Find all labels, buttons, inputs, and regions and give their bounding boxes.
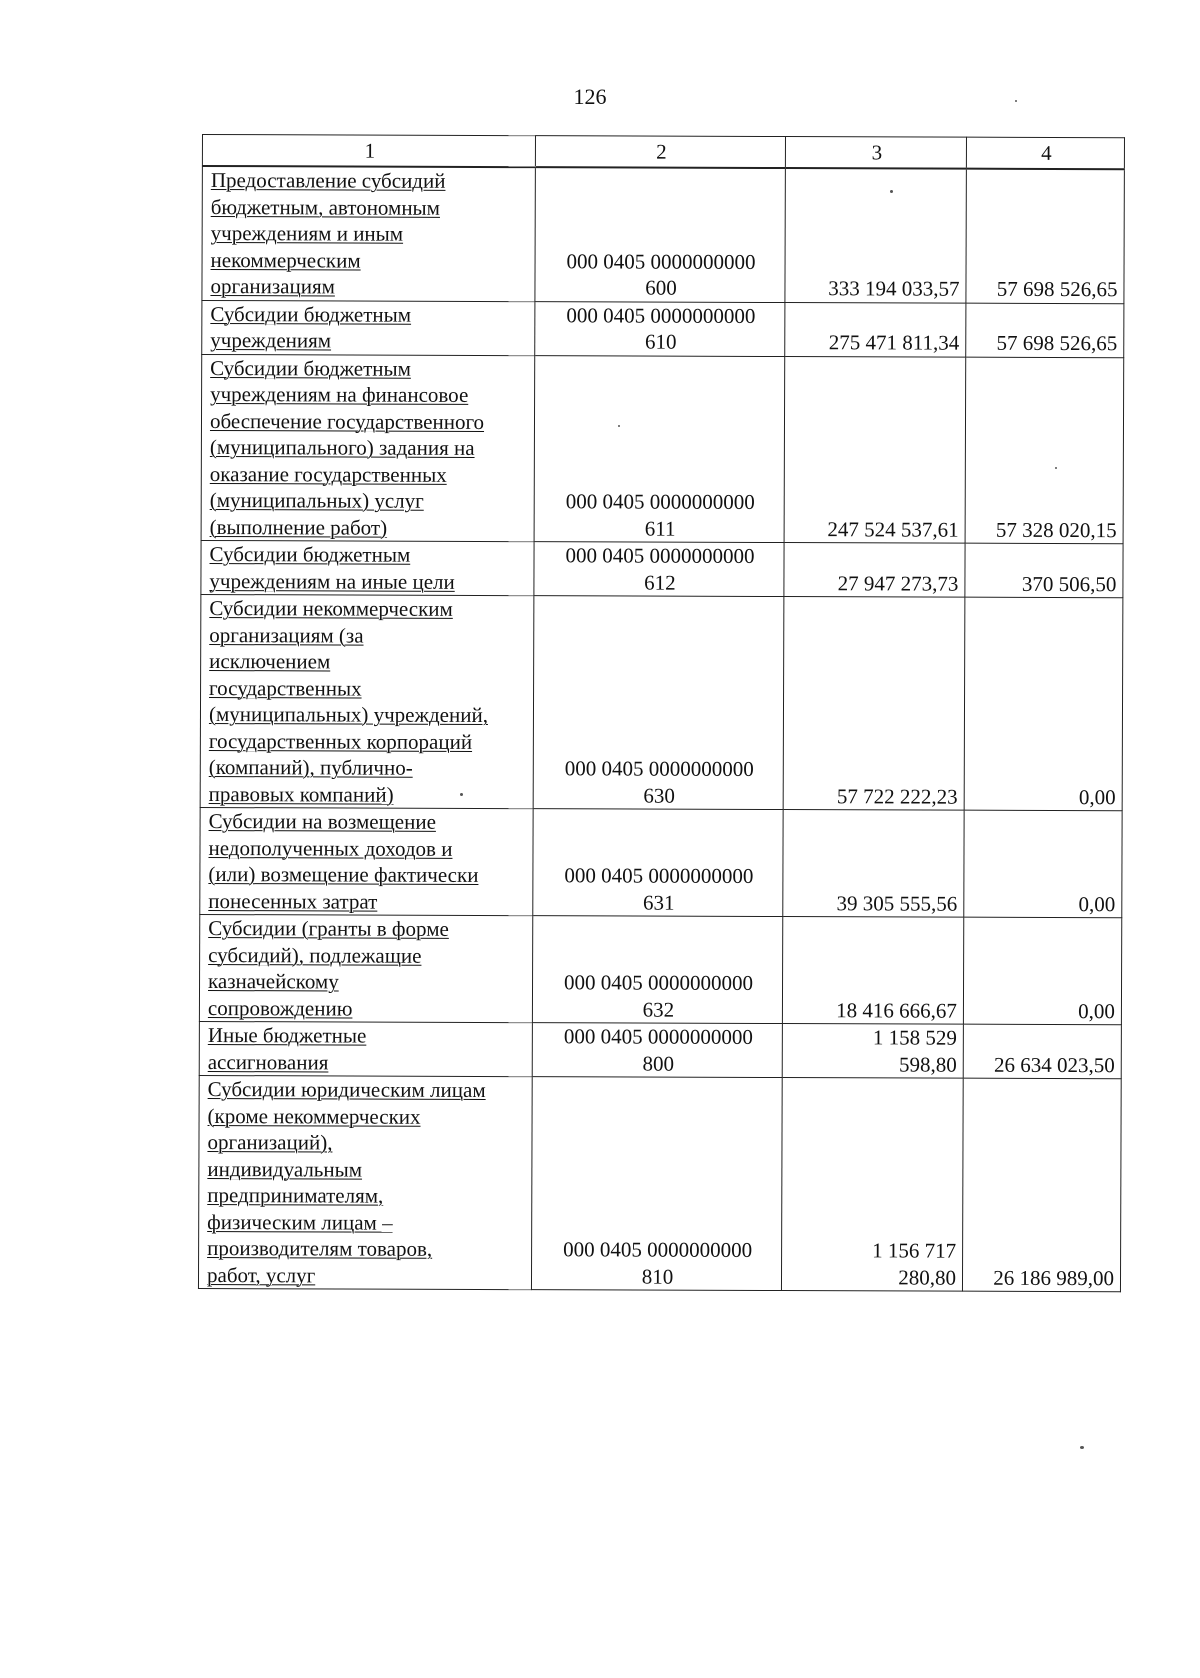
expense-name-cell-line: (компаний), публично- [208,755,413,780]
amount-col3-cell-line: 333 194 033,57 [828,276,960,301]
scan-speck [460,793,463,796]
amount-col3-cell-line: 1 158 529 [872,1025,957,1050]
amount-col4-cell [965,543,1123,598]
table-row [199,1021,1121,1078]
expense-name-cell-line: (муниципального) задания на [209,435,475,460]
budget-code-cell [532,916,782,1024]
amount-col3-cell-line: 280,80 [898,1264,957,1290]
amount-col4-cell-line: 0,00 [1078,998,1115,1023]
expense-name-cell [198,1075,532,1289]
expense-name-cell-line: Субсидии на возмещение [208,809,436,834]
budget-code-cell-line: 810 [641,1264,674,1289]
scan-speck [1080,1446,1084,1449]
budget-code-cell-line: 610 [644,329,677,354]
amount-col3-cell [785,302,966,357]
amount-col4-cell [964,810,1122,918]
budget-code-cell [534,542,784,597]
amount-col3-cell [783,597,965,811]
budget-code-cell-line: 000 0405 0000000000 [564,863,754,888]
amount-col3-cell-line: 247 524 537,61 [827,516,959,542]
table-row [199,914,1121,1024]
budget-code-cell [531,1077,782,1291]
expense-name-cell-line: казначейскому [208,969,339,994]
table-row [200,807,1122,917]
expense-name-cell-line: бюджетным, автономным [210,194,441,220]
column-header-4: 4 [966,137,1124,169]
expense-name-cell-line: Предоставление субсидий [210,168,446,193]
expense-name-cell [201,354,535,542]
expense-name-cell [202,300,535,355]
table-body [198,166,1124,1292]
expense-name-cell-line: индивидуальным [207,1156,363,1182]
expense-name-cell-line: исключением [209,649,331,674]
expense-name-cell-line: учреждениям [210,328,332,353]
amount-col4-cell-line: 0,00 [1078,891,1116,916]
expense-name-cell-line: производителям товаров, [207,1236,433,1261]
budget-code-cell-line: 000 0405 0000000000 [563,970,754,995]
expense-name-cell-line: Иные бюджетные [207,1023,367,1048]
amount-col4-cell [965,357,1124,544]
budget-code-cell-line: 612 [644,570,676,595]
expense-name-cell [200,807,533,915]
expense-name-cell-line: оказание государственных [209,461,447,487]
amount-col3-cell-line: 57 722 222,23 [836,783,958,809]
expense-name-cell-line: работ, услуг [206,1262,316,1287]
amount-col4-cell-line: 370 506,50 [1021,571,1117,596]
amount-col4-cell [963,917,1121,1025]
expense-name-cell [199,1021,532,1076]
budget-code-cell-line: 800 [642,1051,675,1076]
budget-code-cell-line: 632 [642,997,675,1022]
amount-col4-cell [966,303,1124,358]
budget-code-cell-line: 000 0405 0000000000 [563,1237,753,1262]
amount-col4-cell [962,1078,1121,1292]
amount-col3-cell [785,168,966,303]
expense-name-cell-line: государственных корпораций [208,728,473,754]
column-header-2: 2 [535,136,785,168]
expense-name-cell-line: правовых компаний) [208,781,394,807]
page-number: 126 [573,84,607,109]
expense-name-cell-line: (муниципальных) услуг [209,488,424,513]
expense-name-cell-line: государственных [209,675,362,701]
budget-code-cell-line: 630 [643,783,675,808]
budget-code-cell-line: 000 0405 0000000000 [565,489,755,514]
budget-code-cell [535,301,785,356]
expense-name-cell-line: Субсидии бюджетным [210,301,412,327]
scan-speck [1055,467,1057,469]
amount-col3-cell-line: 275 471 811,34 [828,330,960,355]
amount-col4-cell-line: 57 328 020,15 [995,517,1117,542]
budget-code-cell-line: 000 0405 0000000000 [566,302,756,328]
expense-name-cell-line: ассигнования [207,1049,329,1074]
table-row [202,166,1124,303]
expense-name-cell-line: (муниципальных) учреждений, [208,702,489,728]
budget-code-cell-line: 000 0405 0000000000 [563,1024,753,1049]
expense-name-cell-line: Субсидии некоммерческим [209,596,453,621]
expense-name-cell-line: Субсидии бюджетным [210,355,411,381]
amount-col4-cell [966,169,1124,304]
expense-name-cell [200,594,534,808]
expense-name-cell [202,166,535,301]
budget-code-cell [534,355,785,542]
amount-col4-cell [964,597,1123,811]
budget-code-cell-line: 600 [645,275,677,300]
expense-name-cell-line: учреждениям на финансовое [210,382,469,407]
amount-col3-cell [782,917,963,1025]
amount-col3-cell-line: 27 947 273,73 [837,570,959,596]
expense-name-cell-line: предпринимателям, [207,1183,384,1208]
expense-name-cell-line: обеспечение государственного [209,408,485,434]
amount-col4-cell [963,1024,1121,1079]
expense-name-cell-line: субсидий), подлежащие [208,942,422,968]
expense-name-cell-line: физическим лицам – [207,1209,393,1235]
amount-col3-cell [781,1078,963,1292]
expense-name-cell-line: Субсидии бюджетным [209,542,411,567]
column-header-1: 1 [202,135,535,168]
amount-col3-cell-line: 598,80 [898,1051,957,1077]
budget-code-cell-line: 631 [643,890,675,915]
amount-col3-cell [783,810,964,918]
table-row [201,354,1124,544]
table-row [201,540,1123,597]
table-row [198,1075,1121,1291]
expense-name-cell-line: организациям (за [209,622,364,648]
expense-name-cell [199,914,532,1022]
amount-col3-cell-line: 1 156 717 [872,1238,957,1263]
budget-code-cell [533,809,783,917]
expense-name-cell-line: учреждениям на иные цели [209,568,455,594]
budget-code-cell-line: 000 0405 0000000000 [564,756,754,781]
expense-name-cell-line: организаций), [207,1130,333,1155]
budget-code-cell [533,596,784,810]
amount-col3-cell-line: 18 416 666,67 [836,997,957,1023]
scan-speck [1015,100,1017,102]
amount-col4-cell-line: 57 698 526,65 [996,330,1118,356]
amount-col4-cell-line: 26 634 023,50 [993,1052,1115,1077]
amount-col3-cell-line: 39 305 555,56 [836,890,958,916]
scan-speck [618,425,620,427]
expense-name-cell-line: Субсидии (гранты в форме [208,916,449,941]
table-row [202,300,1124,357]
budget-code-cell [535,167,785,302]
budget-table [198,134,1125,1292]
table-row [200,594,1123,810]
budget-code-cell-line: 000 0405 0000000000 [566,248,756,274]
table-header-row [202,135,1124,170]
scan-speck [890,190,893,193]
expense-name-cell-line: понесенных затрат [208,888,378,914]
expense-name-cell-line: организациям [210,274,335,299]
amount-col3-cell [784,356,966,543]
amount-col3-cell [782,1024,963,1079]
expense-name-cell-line: учреждениям и иным [210,221,404,246]
expense-name-cell-line: (кроме некоммерческих [207,1103,421,1129]
expense-name-cell-line: Субсидии юридическим лицам [207,1077,486,1102]
amount-col4-cell-line: 57 698 526,65 [996,276,1118,302]
expense-name-cell-line: некоммерческим [210,247,361,273]
expense-name-cell-line: (или) возмещение фактически [208,862,479,887]
amount-col3-cell [784,543,965,598]
expense-name-cell [201,540,534,595]
amount-col4-cell-line: 26 186 989,00 [993,1265,1115,1290]
column-header-3: 3 [785,137,966,169]
expense-name-cell-line: недополученных доходов и [208,835,453,861]
expense-name-cell-line: сопровождению [207,995,353,1021]
expense-name-cell-line: (выполнение работ) [209,514,388,540]
budget-code-cell [532,1023,782,1078]
budget-code-cell-line: 611 [644,516,676,541]
budget-code-cell-line: 000 0405 0000000000 [565,543,755,568]
amount-col4-cell-line: 0,00 [1078,784,1116,809]
